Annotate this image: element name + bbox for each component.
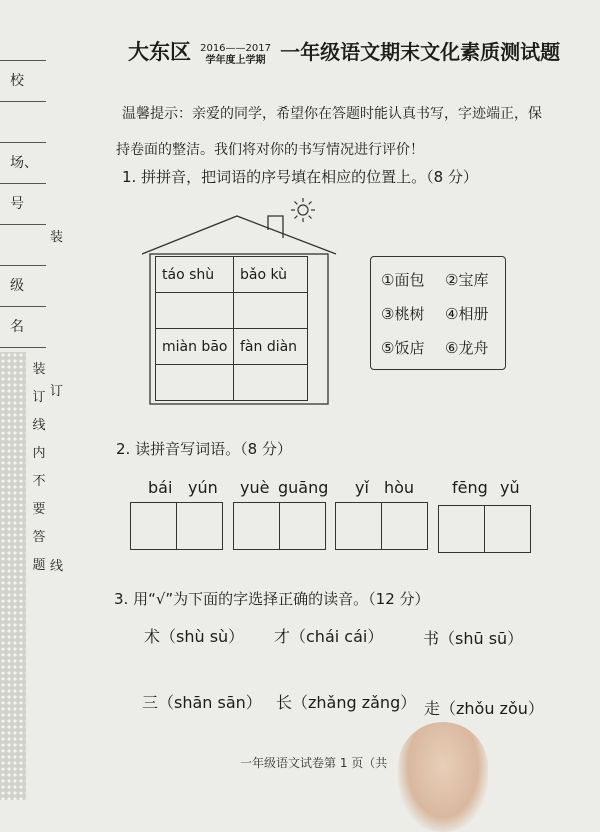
- grid-cell-pinyin: fàn diàn: [233, 329, 307, 365]
- vchar: 线: [32, 418, 46, 433]
- years-text: 2016——2017: [200, 42, 271, 54]
- sun-icon: [291, 198, 315, 222]
- vchar: 订: [32, 390, 46, 405]
- semester-text: 学年度上学期: [205, 54, 266, 66]
- answer-box[interactable]: [279, 503, 325, 549]
- strip-label-school: 校: [0, 61, 46, 102]
- page-footer: 一年级语文试卷第 1 页（共: [240, 756, 388, 770]
- vchar: 答: [32, 530, 46, 545]
- answer-boxes-3: [335, 502, 428, 550]
- exam-title: 一年级语文期末文化素质测试题: [280, 40, 561, 64]
- binding-hex-pattern: [0, 352, 26, 800]
- word-option: ③桃树: [381, 305, 425, 323]
- char-reading-item: 长（zhǎng zǎng）: [276, 693, 417, 712]
- house-grid: [155, 256, 308, 401]
- vchar: 要: [32, 502, 46, 517]
- grid-cell-answer[interactable]: [233, 365, 307, 401]
- word-option: ④相册: [445, 305, 489, 323]
- pinyin-syllable: yǐ: [355, 478, 369, 497]
- char-reading-item: 才（chái cái）: [274, 627, 384, 646]
- grid-cell-answer[interactable]: [233, 293, 307, 329]
- binding-strip: [0, 60, 46, 351]
- q1-title: 1. 拼拼音，把词语的序号填在相应的位置上。（8 分）: [122, 168, 478, 186]
- answer-boxes-2: [233, 502, 326, 550]
- q2-title: 2. 读拼音写词语。（8 分）: [116, 440, 292, 458]
- answer-box[interactable]: [234, 503, 279, 549]
- word-option: ①面包: [381, 271, 425, 289]
- q3-title: 3. 用“√”为下面的字选择正确的读音。（12 分）: [114, 590, 430, 608]
- pinyin-syllable: yǔ: [500, 478, 520, 497]
- answer-box[interactable]: [484, 506, 530, 552]
- word-option: ⑥龙舟: [445, 339, 489, 357]
- region-name: 大东区: [128, 40, 191, 64]
- word-choice-box: [370, 256, 506, 370]
- exam-header: [128, 36, 560, 67]
- reminder-line-1: 温馨提示：亲爱的同学，希望你在答题时能认真书写，字迹端正，保: [122, 106, 542, 122]
- pinyin-syllable: bái: [148, 478, 173, 497]
- char-reading-item: 书（shū sū）: [423, 629, 524, 648]
- pinyin-syllable: yuè: [240, 478, 270, 497]
- binding-char-zhuang: 装: [50, 230, 64, 245]
- pinyin-syllable: guāng: [278, 478, 329, 497]
- binding-char-ding: 订: [50, 384, 64, 399]
- answer-boxes-4: [438, 505, 531, 553]
- strip-label-room: 场、: [0, 143, 46, 184]
- word-option: ⑤饭店: [381, 339, 425, 357]
- reminder: [116, 96, 552, 168]
- strip-blank: [0, 225, 46, 266]
- strip-label-grade: 级: [0, 266, 46, 307]
- binding-vertical-text: [31, 360, 47, 584]
- vchar: 题: [32, 558, 46, 573]
- grid-cell-pinyin: miàn bāo: [156, 329, 234, 365]
- vchar: 装: [32, 362, 46, 377]
- binding-char-xian: 线: [50, 559, 64, 574]
- vchar: 不: [32, 474, 46, 489]
- char-reading-item: 三（shān sān）: [142, 693, 262, 712]
- reminder-line-2: 持卷面的整洁。我们将对你的书写情况进行评价！: [116, 142, 424, 158]
- pinyin-syllable: fēng: [452, 478, 488, 497]
- answer-box[interactable]: [131, 503, 176, 549]
- finger-shadow: [398, 722, 488, 832]
- answer-boxes-1: [130, 502, 223, 550]
- grid-cell-pinyin: bǎo kù: [233, 257, 307, 293]
- char-reading-item: 走（zhǒu zǒu）: [424, 699, 544, 718]
- pinyin-syllable: yún: [188, 478, 218, 497]
- strip-label-name: 名: [0, 307, 46, 348]
- answer-box[interactable]: [336, 503, 381, 549]
- grid-cell-pinyin: táo shù: [156, 257, 234, 293]
- school-year: [200, 43, 271, 67]
- strip-blank: [0, 102, 46, 143]
- answer-box[interactable]: [381, 503, 427, 549]
- answer-box[interactable]: [176, 503, 222, 549]
- pinyin-syllable: hòu: [384, 478, 415, 497]
- grid-cell-answer[interactable]: [156, 365, 234, 401]
- strip-label-number: 号: [0, 184, 46, 225]
- vchar: 内: [32, 446, 46, 461]
- grid-cell-answer[interactable]: [156, 293, 234, 329]
- answer-box[interactable]: [439, 506, 484, 552]
- char-reading-item: 术（shù sù）: [144, 627, 245, 646]
- word-option: ②宝库: [445, 271, 489, 289]
